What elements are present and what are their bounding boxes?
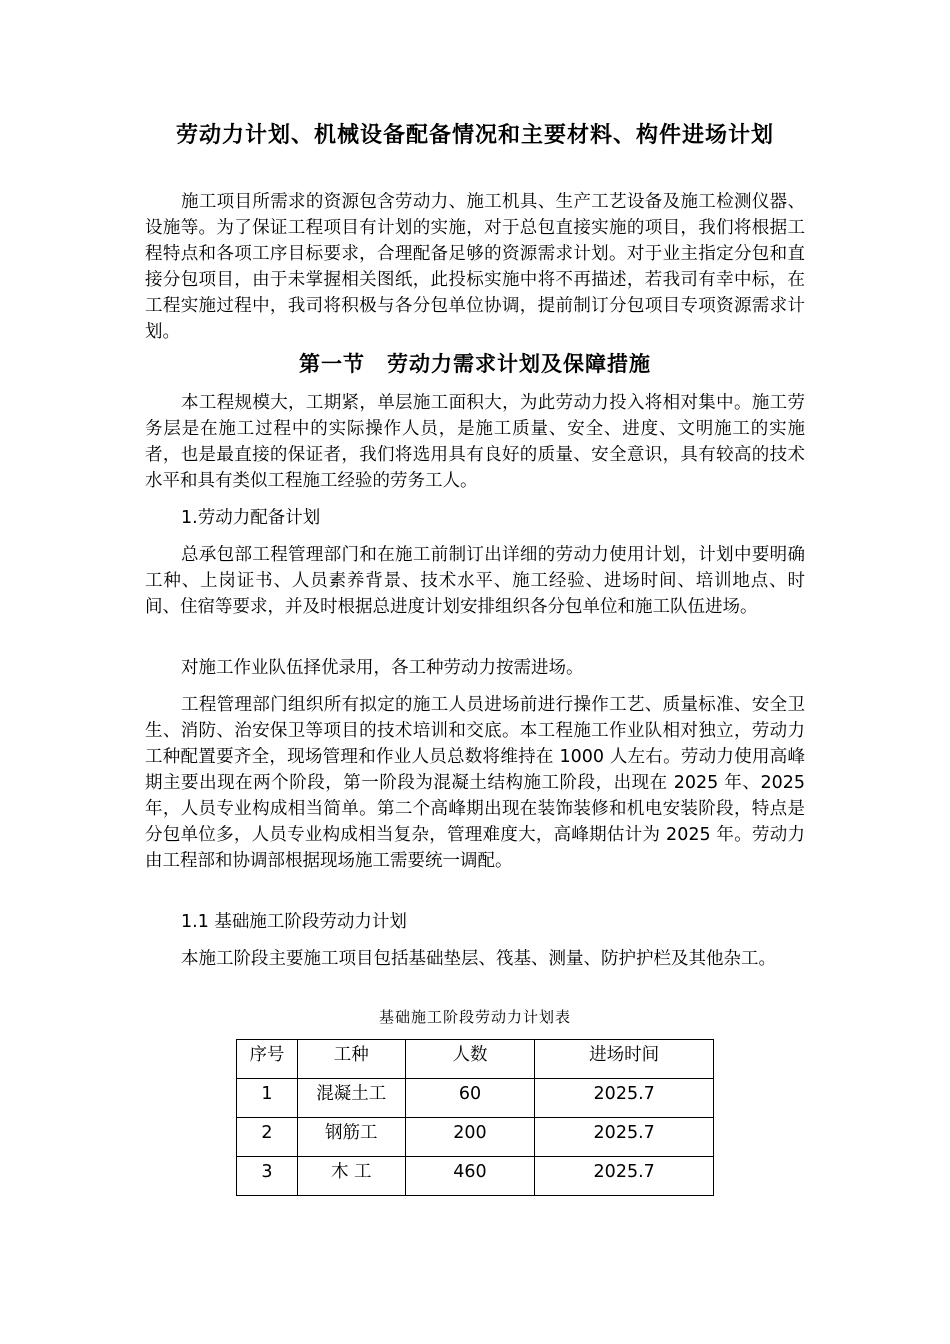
table-cell: 2025.7 xyxy=(535,1157,714,1196)
labor-plan-table xyxy=(236,1039,714,1196)
section-paragraph-4: 工程管理部门组织所有拟定的施工人员进场前进行操作工艺、质量标准、安全卫生、消防、治安保卫等项目的技术培训和交底。本工程施工作业队相对独立，劳动力工种配置要齐全，现场管理和作业人员总数将维持在 1000 人左右。劳动力使用高峰期主要出现在两个阶段，第一阶段为混凝土结构施工阶段，出现在 2025 年、2025 年，人员专业构成相当简单。第二个高峰期出现在装饰装修和机电安装阶段，特点是分包单位多，人员专业构成相当复杂，管理难度大，高峰期估计为 2025 年。劳动力由工程部和协调部根据现场施工需要统一调配。 xyxy=(145,695,805,871)
table-header-row xyxy=(237,1040,714,1079)
table-cell: 200 xyxy=(405,1118,535,1157)
section-paragraph-5: 本施工阶段主要施工项目包括基础垫层、筏基、测量、防护护栏及其他杂工。 xyxy=(181,949,776,969)
header-cell: 工种 xyxy=(297,1040,405,1079)
table-row xyxy=(237,1157,714,1196)
section-heading: 第一节 劳动力需求计划及保障措施 xyxy=(299,351,651,376)
table-cell: 2025.7 xyxy=(535,1079,714,1118)
table-cell: 1 xyxy=(237,1079,298,1118)
table-cell: 钢筋工 xyxy=(297,1118,405,1157)
header-cell: 序号 xyxy=(237,1040,298,1079)
header-cell: 进场时间 xyxy=(535,1040,714,1079)
table-cell: 混凝土工 xyxy=(297,1079,405,1118)
section-paragraph-2: 总承包部工程管理部门和在施工前制订出详细的劳动力使用计划，计划中要明确工种、上岗证书、人员素养背景、技术水平、施工经验、进场时间、培训地点、时间、住宿等要求，并及时根据总进度计划安排组织各分包单位和施工队伍进场。 xyxy=(145,545,805,617)
subheading-labor-plan: 1.劳动力配备计划 xyxy=(181,508,321,528)
table-row xyxy=(237,1118,714,1157)
table-row xyxy=(237,1079,714,1118)
table-cell: 60 xyxy=(405,1079,535,1118)
table-cell: 460 xyxy=(405,1157,535,1196)
section-paragraph-3: 对施工作业队伍择优录用，各工种劳动力按需进场。 xyxy=(181,658,584,678)
header-cell: 人数 xyxy=(405,1040,535,1079)
table-caption: 基础施工阶段劳动力计划表 xyxy=(378,1008,571,1026)
subheading-foundation-stage: 1.1 基础施工阶段劳动力计划 xyxy=(181,912,407,932)
table-cell: 2 xyxy=(237,1118,298,1157)
table-cell: 木 工 xyxy=(297,1157,405,1196)
intro-paragraph: 施工项目所需求的资源包含劳动力、施工机具、生产工艺设备及施工检测仪器、设施等。为了保证工程项目有计划的实施，对于总包直接实施的项目，我们将根据工程特点和各项工序目标要求，合理配备足够的资源需求计划。对于业主指定分包和直接分包项目，由于未掌握相关图纸，此投标实施中将不再描述，若我司有幸中标，在工程实施过程中，我司将积极与各分包单位协调，提前制订分包项目专项资源需求计划。 xyxy=(145,192,805,342)
section-paragraph-1: 本工程规模大，工期紧，单层施工面积大，为此劳动力投入将相对集中。施工劳务层是在施工过程中的实际操作人员，是施工质量、安全、进度、文明施工的实施者，也是最直接的保证者，我们将选用具有良好的质量、安全意识，具有较高的技术水平和具有类似工程施工经验的劳务工人。 xyxy=(145,393,805,491)
document-title: 劳动力计划、机械设备配备情况和主要材料、构件进场计划 xyxy=(175,122,774,148)
table-cell: 2025.7 xyxy=(535,1118,714,1157)
table-cell: 3 xyxy=(237,1157,298,1196)
